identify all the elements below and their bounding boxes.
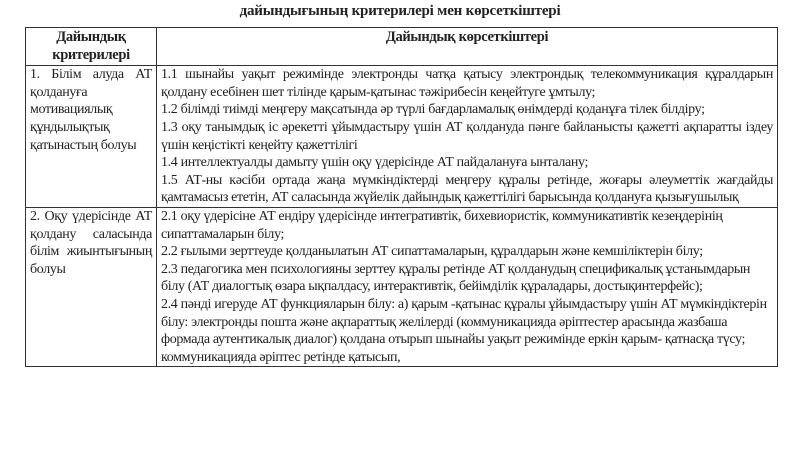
indicator-item: 1.4 интеллектуалды дамыту үшін оқу үдерісінде АТ пайдалануға ынталану; [161, 155, 589, 171]
table-row [26, 66, 778, 208]
indicator-item: 1.1 шынайы уақыт режимінде электронды чатқа қатысу электрондық телекоммуникация құралдарын қолдану есебінен шет тілінде қарым-қатынас тәжірибесін кеңейтуге ұмтылу; [161, 67, 773, 100]
indicator-item: 1.3 оқу танымдық іс әрекетті ұйымдастыру үшін АТ қолдануда пәнге байланысты қажетті ақпаратты іздеу үшін кеңістікті кеңейту қажеттілігі [161, 119, 773, 153]
table-row [26, 207, 778, 366]
criteria-table [25, 27, 778, 367]
indicator-item: 2.3 педагогика мен психологияны зерттеу құралы ретінде АТ қолданудың спецификалық ұстанымдарын білу (АТ диалогтық өзара ықпалдасу, интерактивтік, бейімділік құраладары, достықинтерфейс); [161, 261, 751, 295]
indicators-cell [157, 66, 778, 208]
document-title: дайындығының критерилері мен көрсеткіштері [239, 3, 561, 19]
indicator-item: 2.1 оқу үдерісіне АТ ендіру үдерісінде интегративтік, бихевиористік, коммуникативтік кезеңдерінің сипаттамаларын білу; [161, 208, 723, 242]
criterion-cell: 1. Білім алуда АТ қолдануға мотивациялық құндылықтық қатынастың болуы [26, 66, 157, 208]
indicator-item: 2.2 ғылыми зерттеуде қолданылатын АТ сипаттамаларын, құралдарын және кемшіліктерін білу; [161, 244, 703, 260]
header-indicators: Дайындық көрсеткіштері [157, 28, 778, 66]
table-header-row [26, 28, 778, 66]
indicator-item: 1.5 АТ-ны кәсіби ортада жаңа мүмкіндіктерді меңгеру құралы ретінде, жоғары әлеуметтік жағдайды қамтамасыз ететін, АТ саласында жүйелік дайындық қажеттілігі барысында қолдануға қызығушылық [161, 172, 773, 206]
criterion-cell: 2. Оқу үдерісінде АТ қолдану саласында білім жиынтығының болуы [26, 207, 157, 366]
indicators-cell [157, 207, 778, 366]
indicator-item: 2.4 пәнді игеруде АТ функцияларын білу: а) қарым -қатынас құралы ұйымдастыру үшін АТ мүмкіндіктерін білу: электронды пошта және ақпараттық желілерді (коммуникацияда әріптестер арасында жазбаша формада аутентикалық диалог) қолдана отырып шынайы уақыт режимінде еркін қарым- қатнасқа түсу; коммуникацияда әріптес ретінде қатысып, [161, 296, 767, 365]
indicator-item: 1.2 білімді тиімді меңгеру мақсатында әр түрлі бағдарламалық өнімдерді қоданұға тілек білдіру; [161, 102, 705, 118]
header-criteria: Дайындық критерилері [26, 28, 157, 66]
